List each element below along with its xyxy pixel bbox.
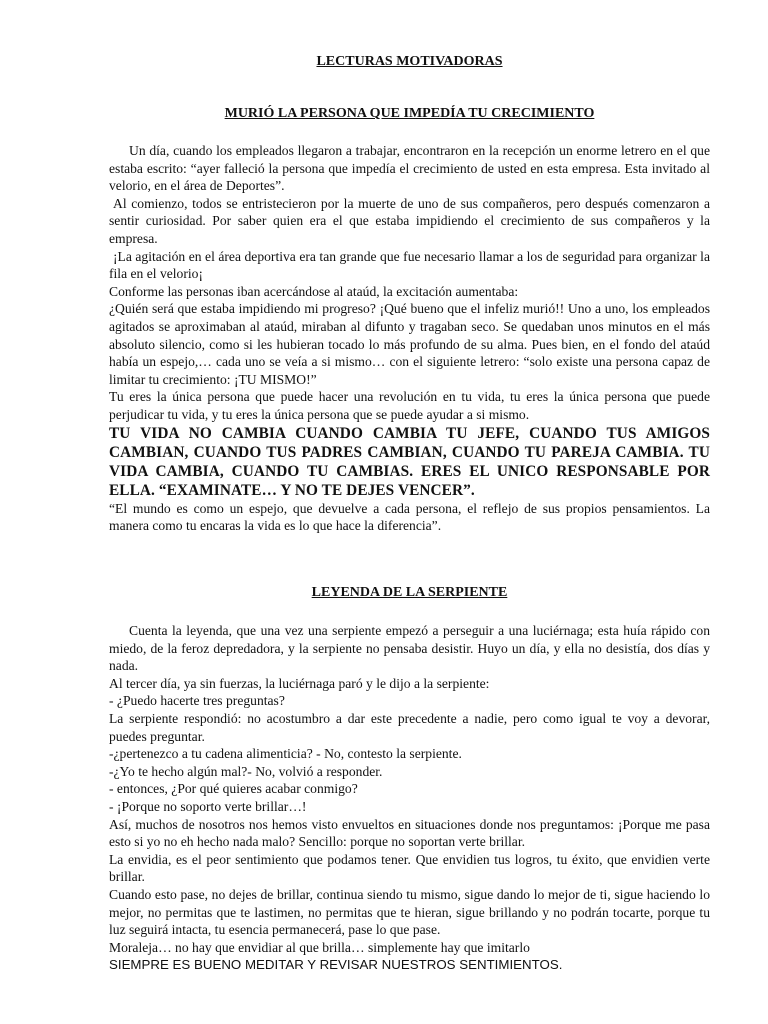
paragraph: ¡La agitación en el área deportiva era tan grande que fue necesario llamar a los de seguridad para organizar la fila en el velorio¡ xyxy=(109,248,710,282)
emphasis-paragraph: TU VIDA NO CAMBIA CUANDO CAMBIA TU JEFE, CUANDO TUS AMIGOS CAMBIAN, CUANDO TUS PADRES CAMBIAN, CUANDO TU PAREJA CAMBIA. TU VIDA CAMBIA, CUANDO TU CAMBIAS. ERES EL UNICO RESPONSABLE POR ELLA. “EXAMINATE… Y NO TE DEJES VENCER”. xyxy=(109,424,710,499)
dialogue-line: -¿Yo te hecho algún mal?- No, volvió a responder. xyxy=(109,763,383,779)
dialogue-line: - ¡Porque no soporto verte brillar…! xyxy=(109,798,307,814)
paragraph: Al comienzo, todos se entristecieron por la muerte de uno de sus compañeros, pero después comenzaron a sentir curiosidad. Por saber quien era el que estaba impidiendo el crecimiento de sus compañeros y la empresa. xyxy=(109,195,710,246)
section-heading-crecimiento: MURIÓ LA PERSONA QUE IMPEDÍA TU CRECIMIENTO xyxy=(224,106,595,121)
paragraph: Un día, cuando los empleados llegaron a trabajar, encontraron en la recepción un enorme letrero en el que estaba escrito: “ayer falleció la persona que impedía el crecimiento de usted en esta empresa. Esta invitado al velorio, en el área de Deportes”. xyxy=(109,143,710,194)
document-title: LECTURAS MOTIVADORAS xyxy=(316,54,503,69)
section-heading-serpiente: LEYENDA DE LA SERPIENTE xyxy=(311,585,508,600)
quote-paragraph: “El mundo es como un espejo, que devuelve a cada persona, el reflejo de sus propios pensamientos. La manera como tu encaras la vida es lo que hace la diferencia”. xyxy=(109,500,710,534)
paragraph: Cuenta la leyenda, que una vez una serpiente empezó a perseguir a una luciérnaga; esta huía rápido con miedo, de la feroz depredadora, y la serpiente no pensaba desistir. Huyo un día, y ella no desistía, dos días y nada. xyxy=(109,623,710,674)
paragraph: Así, muchos de nosotros nos hemos visto envueltos en situaciones donde nos preguntamos: ¡Porque me pasa esto si yo no eh hecho nada malo? Sencillo: porque no soportan verte brillar. xyxy=(109,816,710,850)
dialogue-line: - entonces, ¿Por qué quieres acabar conmigo? xyxy=(109,781,358,797)
moral-line: Moraleja… no hay que envidiar al que brilla… simplemente hay que imitarlo xyxy=(109,939,530,955)
section-body-crecimiento xyxy=(109,142,710,535)
dialogue-line: - ¿Puedo hacerte tres preguntas? xyxy=(109,693,285,709)
paragraph: ¿Quién será que estaba impidiendo mi progreso? ¡Qué bueno que el infeliz murió!! Uno a uno, los empleados agitados se aproximaban al ataúd, miraban al difunto y tragaban seco. Se quedaban unos minutos en el más absoluto silencio, como si les hubieran tocado lo más profundo de su alma. Pues bien, en el fondo del ataúd había un espejo,… cada uno se veía a si mismo… con el siguiente letrero: “solo existe una persona capaz de limitar tu crecimiento: ¡TU MISMO!” xyxy=(109,301,710,387)
paragraph: Cuando esto pase, no dejes de brillar, continua siendo tu mismo, sigue dando lo mejor de ti, sigue haciendo lo mejor, no permitas que te lastimen, no permitas que te hieran, sigue brillando y no podrán tocarte, porque tu luz seguirá intacta, tu esencia permanecerá, pase lo que pase. xyxy=(109,886,710,938)
paragraph: Al tercer día, ya sin fuerzas, la luciérnaga paró y le dijo a la serpiente: xyxy=(109,675,490,691)
paragraph: La envidia, es el peor sentimiento que podamos tener. Que envidien tus logros, tu éxito, que envidien verte brillar. xyxy=(109,851,710,885)
paragraph: Tu eres la única persona que puede hacer una revolución en tu vida, tu eres la única persona que puede perjudicar tu vida, y tu eres la única persona que se puede ayudar a si mismo. xyxy=(109,389,710,422)
closing-line: SIEMPRE ES BUENO MEDITAR Y REVISAR NUESTROS SENTIMIENTOS. xyxy=(109,957,563,973)
paragraph: La serpiente respondió: no acostumbro a dar este precedente a nadie, pero como igual te voy a devorar, puedes preguntar. xyxy=(109,710,710,744)
paragraph: Conforme las personas iban acercándose al ataúd, la excitación aumentaba: xyxy=(109,283,519,299)
section-body-serpiente xyxy=(109,622,710,974)
dialogue-line: -¿pertenezco a tu cadena alimenticia? - No, contesto la serpiente. xyxy=(109,746,462,762)
